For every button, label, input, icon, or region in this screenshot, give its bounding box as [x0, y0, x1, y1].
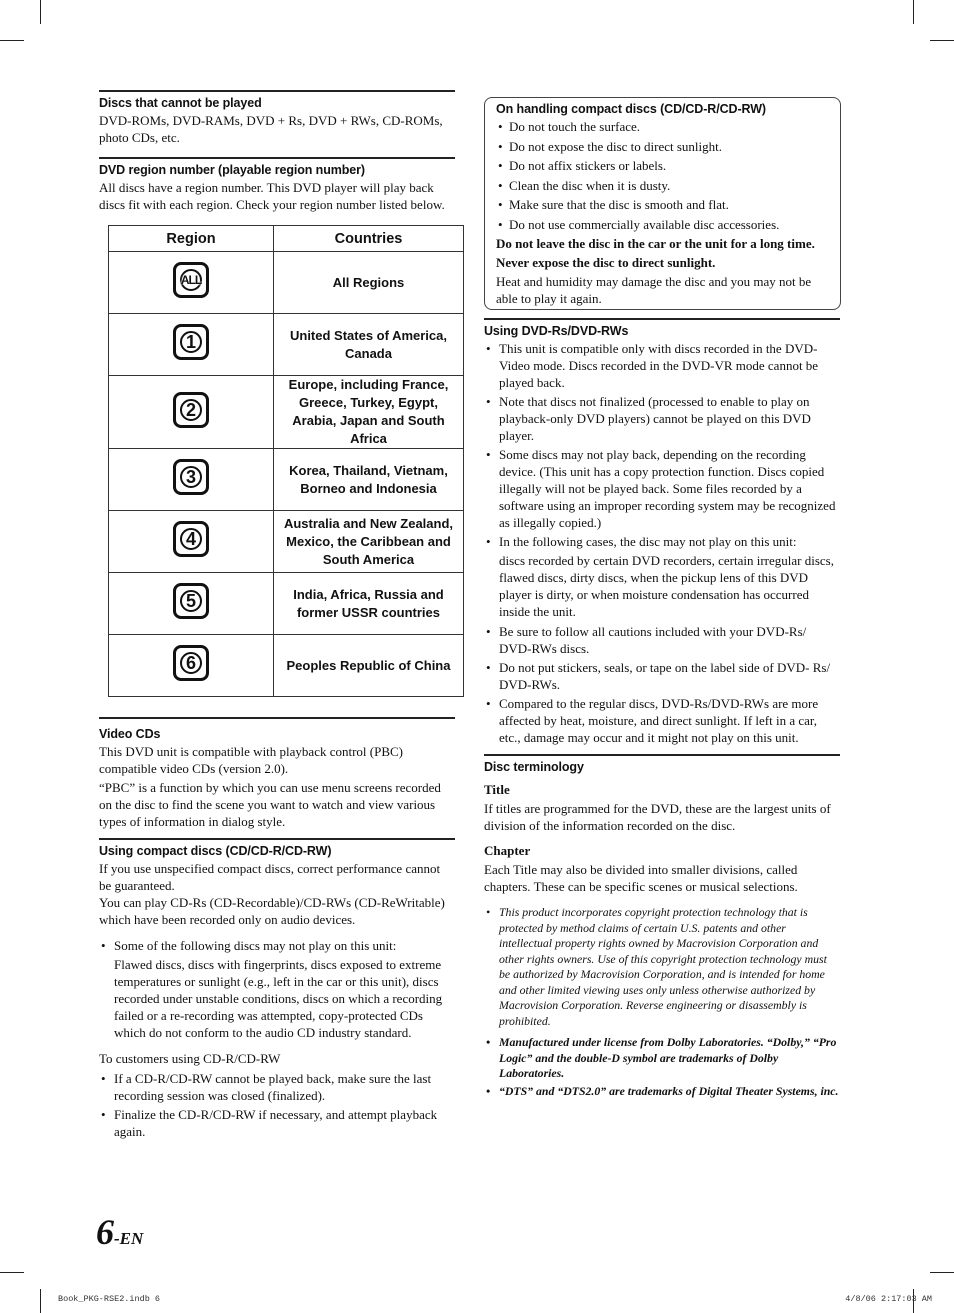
crop-mark	[0, 1272, 24, 1273]
term-heading: Title	[484, 782, 510, 797]
section-title: On handling compact discs (CD/CD-R/CD-RW)	[496, 102, 766, 116]
list-item: • Make sure that the disc is smooth and flat.	[498, 197, 729, 212]
region-countries: Peoples Republic of China	[274, 635, 464, 697]
region-icon-cell	[109, 376, 274, 449]
list-item: • Compared to the regular discs, DVD-Rs/DVD-RWs are more affected by heat, moisture, and direct sunlight. If left in a car, etc., damage may occur and it might not play on this unit.	[486, 696, 819, 745]
warning-text: Never expose the disc to direct sunlight.	[496, 255, 716, 270]
region-countries: All Regions	[274, 252, 464, 314]
list-item: • This product incorporates copyright protection technology that is protected by method claims of certain U.S. patents and other intellectual property rights owned by Macrovision Corporation and other rights owners. Use of this copyright protection technology must be authorized by Macrovision Corporation, and is intended for home and other limited viewing uses only unless otherwise authorized by Macrovision Corporation. Reverse engineering or disassembly is prohibited.	[486, 905, 827, 1028]
handling-box	[484, 97, 841, 310]
crop-mark	[0, 40, 24, 41]
region-globe-icon	[173, 521, 209, 557]
footer-file: Book_PKG-RSE2.indb 6	[58, 1294, 161, 1304]
warning-text: Do not leave the disc in the car or the unit for a long time.	[496, 236, 815, 251]
region-row	[109, 449, 464, 511]
crop-mark	[913, 0, 914, 24]
list-item: • Note that discs not finalized (processed to enable to play on playback-only DVD players) cannot be played on this DVD player.	[486, 394, 811, 443]
region-code: 2	[185, 399, 196, 420]
region-globe-icon	[173, 583, 209, 619]
dvd-r-section	[484, 318, 840, 746]
region-globe-icon	[173, 392, 209, 428]
region-row	[109, 511, 464, 573]
list-item: • “DTS” and “DTS2.0” are trademarks of Digital Theater Systems, inc.	[486, 1083, 839, 1098]
region-code: 3	[185, 467, 196, 487]
section-text: If titles are programmed for the DVD, these are the largest units of division of the information recorded on the disc.	[484, 801, 831, 833]
list-item: • Clean the disc when it is dusty.	[498, 177, 671, 193]
region-row	[109, 573, 464, 635]
section-text: DVD-ROMs, DVD-RAMs, DVD + Rs, DVD + RWs, CD-ROMs, photo CDs, etc.	[99, 113, 443, 145]
section-text: This DVD unit is compatible with playback control (PBC) compatible video CDs (version 2.0).	[99, 744, 404, 776]
list-item: • Do not affix stickers or labels.	[498, 158, 667, 173]
section-rule	[484, 318, 840, 320]
region-code: 6	[185, 653, 196, 673]
section-title: Using DVD-Rs/DVD-RWs	[484, 324, 629, 338]
region-header: Region	[109, 226, 274, 252]
region-icon-cell	[109, 449, 274, 511]
list-item: • Be sure to follow all cautions included with your DVD-Rs/ DVD-RWs discs.	[486, 624, 807, 656]
region-code: 1	[185, 332, 196, 352]
section-title: DVD region number (playable region number)	[99, 163, 365, 177]
section-text: “PBC” is a function by which you can use menu screens recorded on the disc to find the scene you want to watch and view various types of information in dialog style.	[99, 780, 441, 829]
region-icon-cell	[109, 252, 274, 314]
section-rule	[484, 754, 840, 756]
crop-mark	[930, 1272, 954, 1273]
list-item: • Do not use commercially available disc accessories.	[498, 216, 780, 232]
region-icon-cell	[109, 314, 274, 376]
section-text: Flawed discs, discs with fingerprints, discs exposed to extreme temperatures or sunlight (e.g., left in the car or this unit), discs recorded under unstable conditions, discs on which a recording failed or a re-recording was attempted, copy-protected CDs which do not conform to the audio CD industry standard.	[114, 957, 443, 1040]
section-text: You can play CD-Rs (CD-Recordable)/CD-RWs (CD-ReWritable) which have been recorded only on audio devices.	[99, 895, 445, 927]
region-icon-cell	[109, 573, 274, 635]
list-item: • If a CD-R/CD-RW cannot be played back, make sure the last recording session was closed (finalized).	[101, 1071, 432, 1103]
region-row	[109, 376, 464, 449]
section-text: Each Title may also be divided into smaller divisions, called chapters. These can be specific scenes or musical selections.	[484, 862, 798, 894]
region-row	[109, 252, 464, 314]
section-title: Disc terminology	[484, 760, 584, 774]
list-item: • Finalize the CD-R/CD-RW if necessary, and attempt playback again.	[101, 1107, 438, 1139]
list-item: • Do not put stickers, seals, or tape on the label side of DVD- Rs/ DVD-RWs.	[486, 660, 831, 692]
video-cds-section	[99, 717, 455, 830]
region-countries: India, Africa, Russia and former USSR countries	[274, 573, 464, 635]
section-title: Using compact discs (CD/CD-R/CD-RW)	[99, 844, 332, 858]
copyright-note	[484, 905, 840, 1029]
section-text: If you use unspecified compact discs, correct performance cannot be guaranteed.	[99, 861, 441, 893]
region-section	[99, 157, 455, 697]
region-countries: Australia and New Zealand, Mexico, the Caribbean and South America	[274, 511, 464, 573]
region-countries: Europe, including France, Greece, Turkey, Egypt, Arabia, Japan and South Africa	[274, 376, 464, 449]
section-rule	[99, 838, 455, 840]
section-rule	[99, 157, 455, 159]
compact-discs-section	[99, 838, 455, 1140]
crop-mark	[930, 40, 954, 41]
countries-header: Countries	[274, 226, 464, 252]
region-globe-icon	[173, 459, 209, 495]
list-item: • This unit is compatible only with discs recorded in the DVD-Video mode. Discs recorded in the DVD-VR mode cannot be played back.	[486, 341, 819, 390]
region-table	[108, 225, 464, 697]
trademark-notes	[484, 1035, 840, 1099]
left-column	[99, 90, 455, 1148]
right-column	[484, 97, 840, 1101]
region-globe-icon	[173, 262, 209, 298]
section-text: Heat and humidity may damage the disc and you may not be able to play it again.	[496, 274, 812, 306]
term-heading: Chapter	[484, 843, 531, 858]
discs-cannot-section	[99, 90, 455, 146]
region-row	[109, 314, 464, 376]
region-countries: United States of America, Canada	[274, 314, 464, 376]
terminology-section	[484, 754, 840, 895]
region-code: 5	[185, 591, 196, 611]
region-globe-icon	[173, 645, 209, 681]
region-code: 4	[185, 529, 196, 549]
region-icon-cell	[109, 511, 274, 573]
crop-mark	[40, 1289, 41, 1313]
section-text: discs recorded by certain DVD recorders, certain irregular discs, flawed discs, dirty discs, when the pickup lens of this DVD player is dirty, or when moisture condensation has occurred inside the unit.	[499, 553, 834, 619]
list-item: • Some discs may not play back, depending on the recording device. (This unit has a copy protection function. Discs copied illegally will not be played back. Some files recorded by a software using an improper recording system may be recognized as illegally copied.)	[486, 447, 836, 530]
section-rule	[99, 717, 455, 719]
section-title: Video CDs	[99, 727, 161, 741]
crop-mark	[40, 0, 41, 24]
section-rule	[99, 90, 455, 92]
region-row	[109, 635, 464, 697]
section-text: All discs have a region number. This DVD player will play back discs fit with each region. Check your region number listed below.	[99, 180, 445, 212]
footer-datetime: 4/8/06 2:17:03 AM	[845, 1294, 932, 1304]
region-icon-cell	[109, 635, 274, 697]
list-item: • Some of the following discs may not play on this unit:	[101, 938, 397, 953]
section-title: Discs that cannot be played	[99, 96, 262, 110]
list-item: • In the following cases, the disc may not play on this unit:	[486, 534, 797, 549]
section-text: To customers using CD-R/CD-RW	[99, 1051, 281, 1066]
list-item: • Do not expose the disc to direct sunlight.	[498, 138, 723, 154]
page-number: 6-EN	[96, 1212, 144, 1252]
region-countries: Korea, Thailand, Vietnam, Borneo and Indonesia	[274, 449, 464, 511]
list-item: • Do not touch the surface.	[498, 119, 641, 134]
region-code: ALL	[180, 273, 202, 287]
list-item: • Manufactured under license from Dolby Laboratories. “Dolby,” “Pro Logic” and the double-D symbol are trademarks of Dolby Laboratories.	[486, 1035, 837, 1080]
region-globe-icon	[173, 324, 209, 360]
